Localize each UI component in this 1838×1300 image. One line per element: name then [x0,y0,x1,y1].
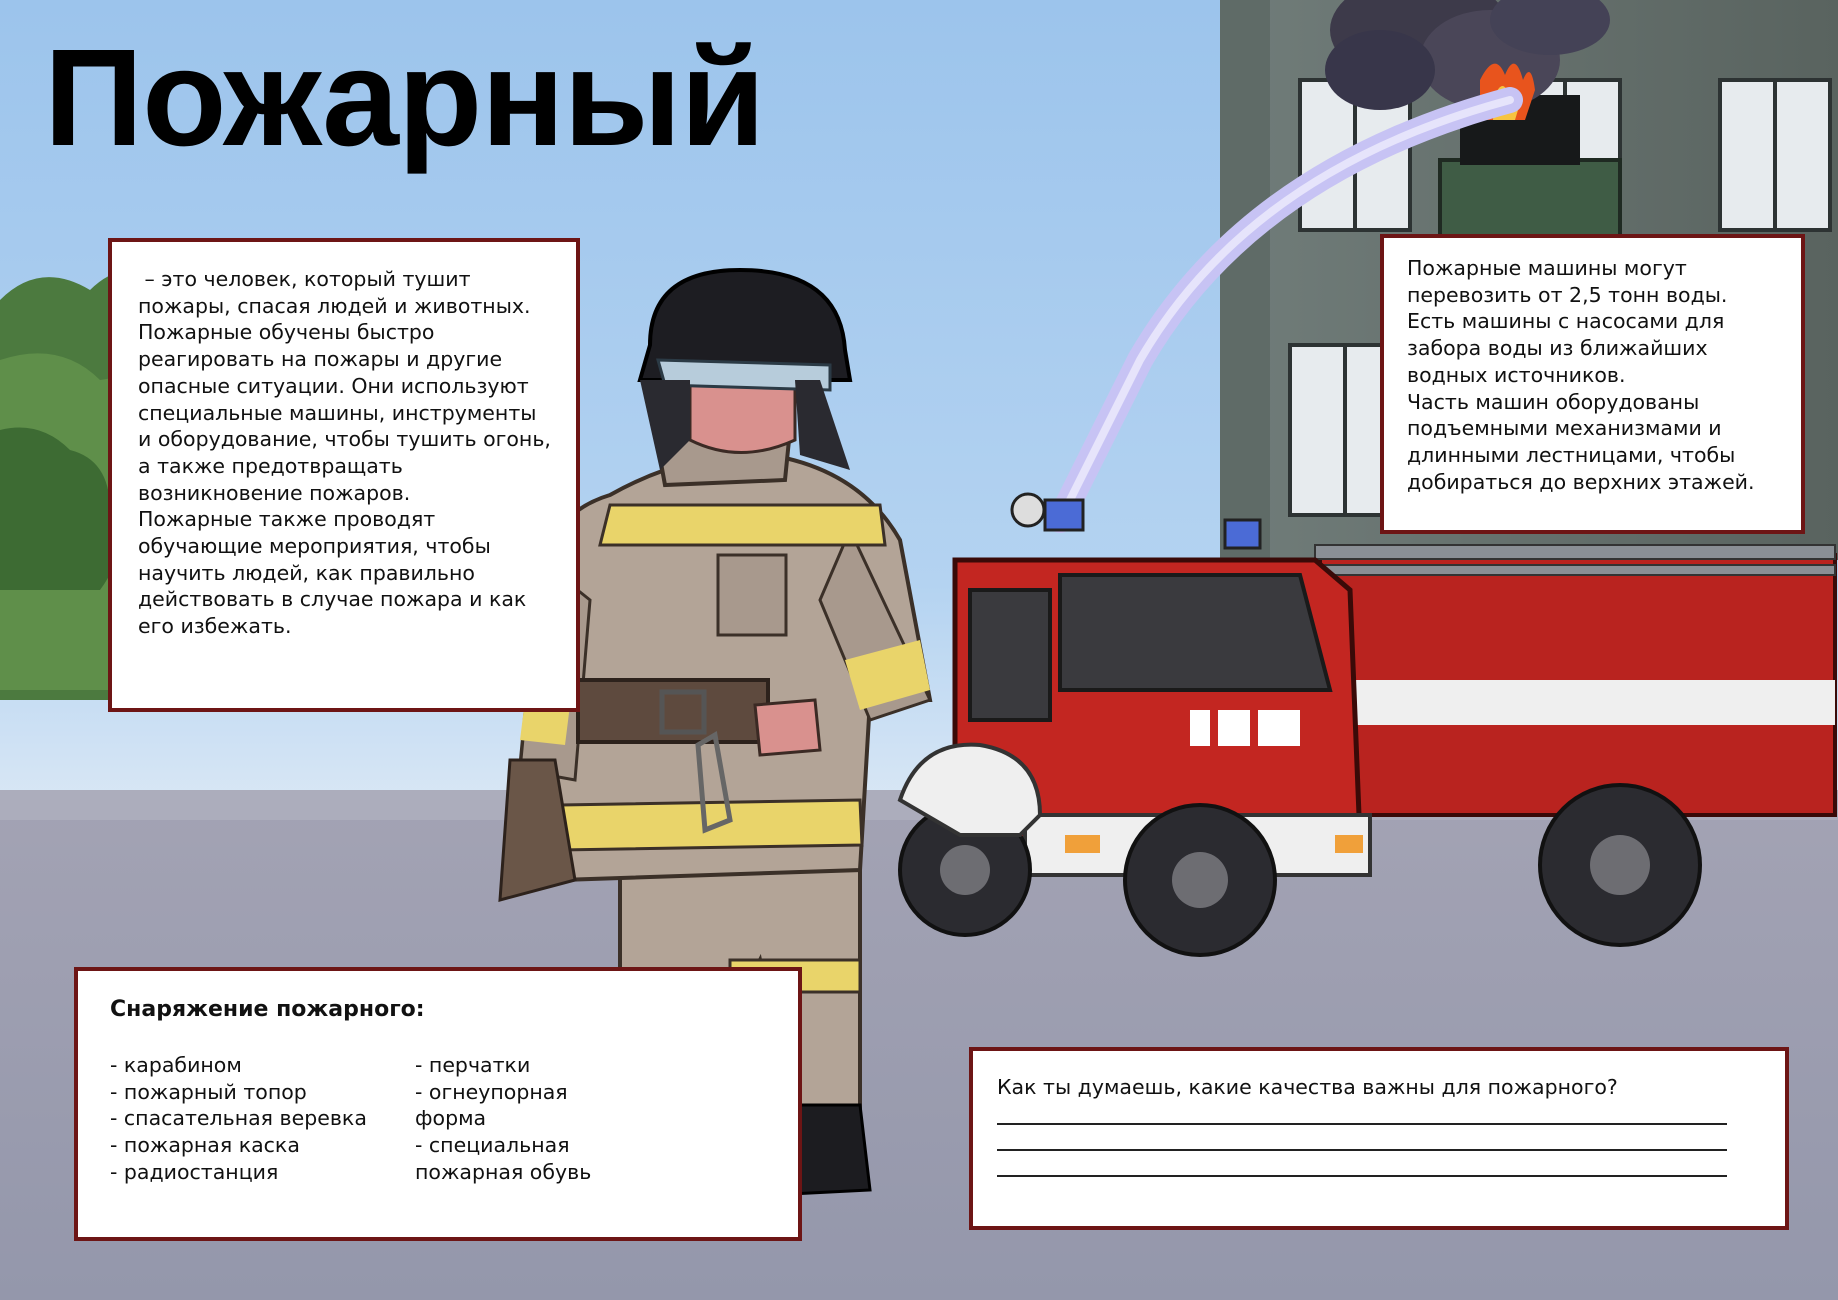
trucks-info-text: Пожарные машины могут перевозить от 2,5 тонн воды. Есть машины с насосами для забора воды из ближайших водных источников. Часть машин оборудованы подъемными механизмами и длинными лестницами, чтобы добираться до верхних этажей. [1407,256,1755,494]
intro-box [108,238,580,712]
equipment-item: - радиостанция [110,1159,279,1184]
equipment-item: - специальная [415,1133,570,1158]
equipment-item: - спасательная веревка [110,1106,367,1131]
answer-line[interactable] [997,1149,1727,1151]
equipment-item: - пожарная каска [110,1133,300,1158]
equipment-list-right [415,1052,591,1186]
equipment-item: - пожарный топор [110,1079,307,1104]
question-text: Как ты думаешь, какие качества важны для пожарного? [997,1075,1618,1099]
equipment-heading: Снаряжение пожарного: [110,997,425,1022]
page-title: Пожарный [44,21,765,175]
answer-line[interactable] [997,1123,1727,1125]
answer-line[interactable] [997,1175,1727,1177]
equipment-item: пожарная обувь [415,1159,592,1184]
intro-text: – это человек, который тушит пожары, спасая людей и животных. Пожарные обучены быстро реагировать на пожары и другие опасные ситуации. Они используют специальные машины, инструменты и оборудование, чтобы тушить огонь, а также предотвращать возникновение пожаров. Пожарные также проводят обучающие мероприятия, чтобы научить людей, как правильно действовать в случае пожара и как его избежать. [138,267,551,639]
equipment-item: - перчатки [415,1053,531,1077]
equipment-item: - карабином [110,1053,242,1077]
equipment-item: - огнеупорная [415,1079,568,1104]
equipment-item: форма [415,1106,487,1131]
question-box [969,1047,1789,1230]
equipment-list-left [110,1052,367,1186]
equipment-box [74,967,802,1241]
trucks-info-box [1380,234,1805,534]
